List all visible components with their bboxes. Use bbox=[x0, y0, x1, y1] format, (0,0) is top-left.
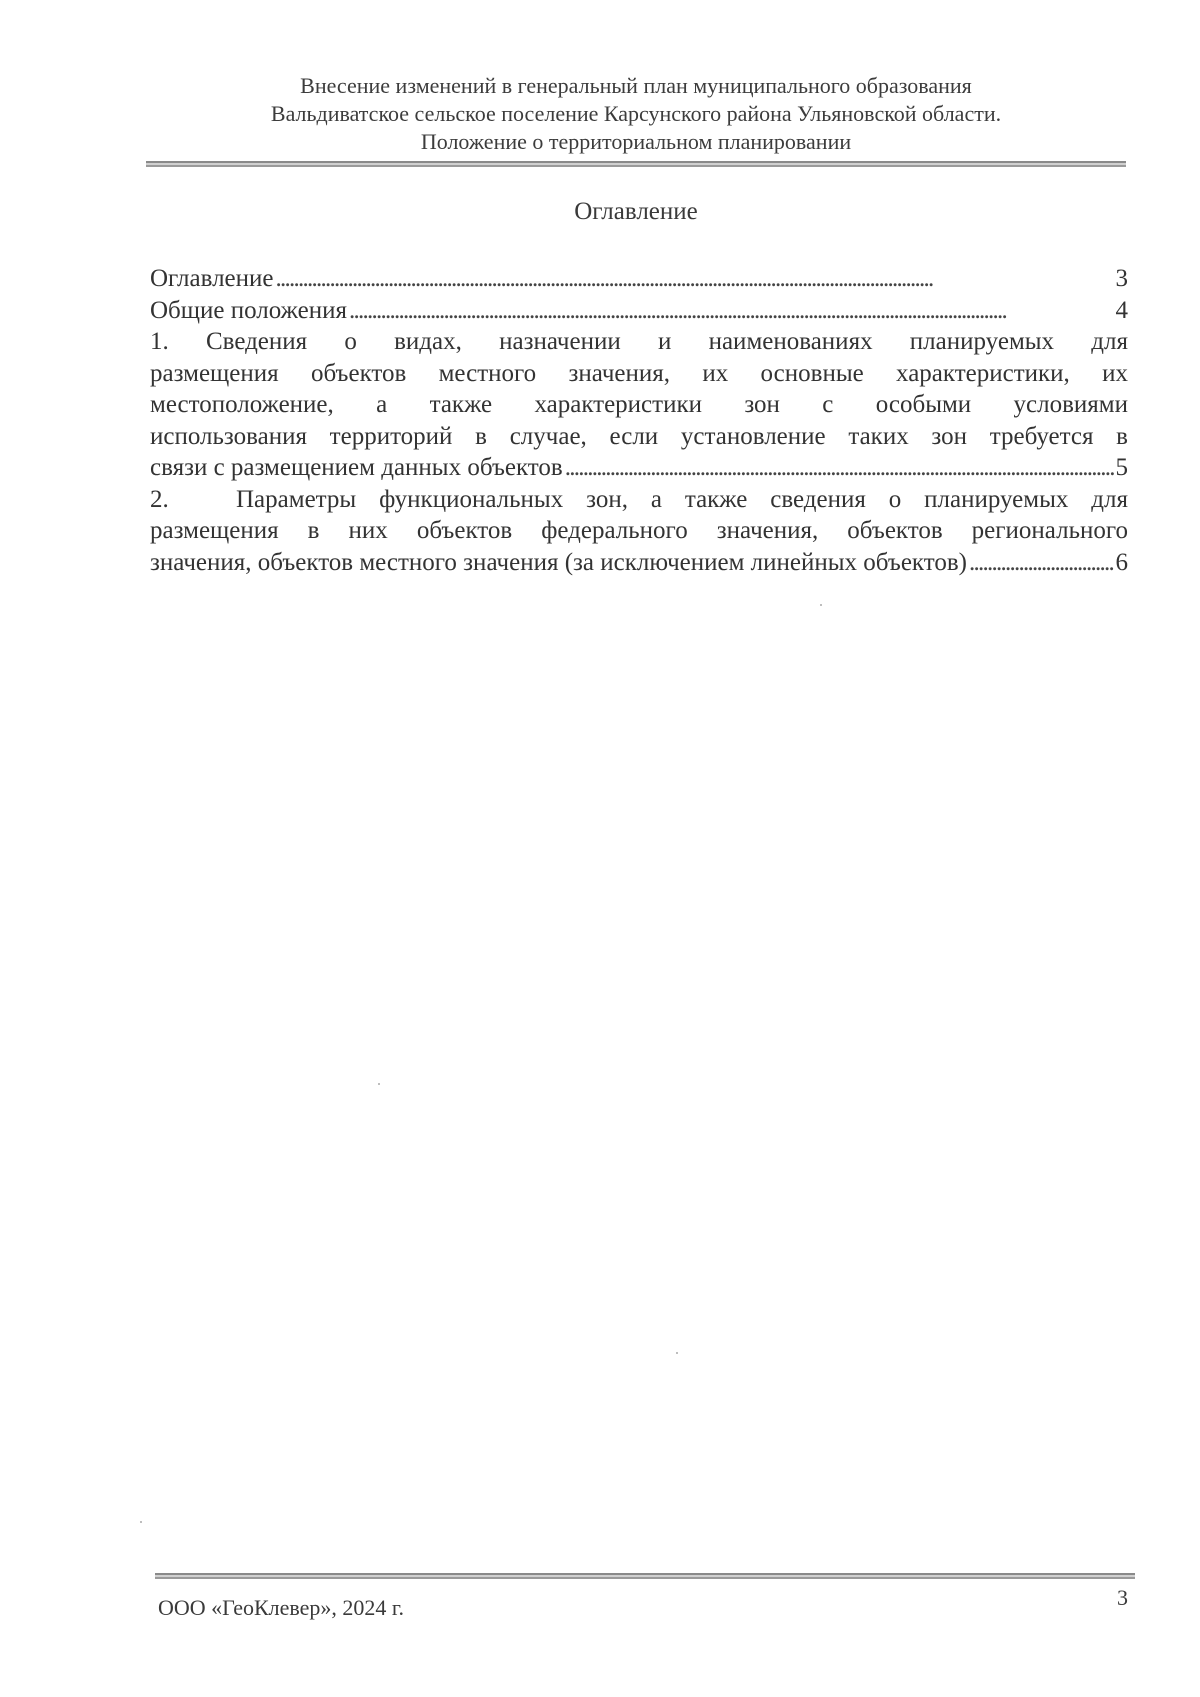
toc-entry-number: 2. bbox=[150, 485, 169, 513]
footer-page-number: 3 bbox=[1117, 1585, 1128, 1610]
footer-company: ООО «ГеоКлевер», 2024 г. bbox=[158, 1595, 404, 1620]
header-divider bbox=[146, 161, 1126, 167]
toc-entry-text-line: размещения в них объектов федерального значения, объектов регионального bbox=[150, 517, 1128, 544]
toc-entry-section-2[interactable] bbox=[150, 484, 1128, 579]
toc-leader-dots bbox=[969, 547, 1114, 579]
toc-entry-text-line: значения, объектов местного значения (за исключением линейных объектов) bbox=[150, 548, 967, 576]
scan-speck bbox=[140, 1521, 142, 1523]
toc-entry-text-line: использования территорий в случае, если установление таких зон требуется в bbox=[150, 422, 1128, 450]
toc-entry-contents[interactable] bbox=[150, 263, 1128, 295]
toc-entry-text-line: 2. Параметры функциональных зон, а также сведения о планируемых для bbox=[150, 484, 1128, 516]
toc-title: Оглавление bbox=[574, 198, 698, 225]
header-line-2: Вальдиватское сельское поселение Карсунского района Ульяновской области. bbox=[270, 101, 1002, 126]
toc-entry-text-line: 1. Сведения о видах, назначении и наименованиях планируемых для bbox=[150, 326, 1128, 358]
toc-entry-label: Оглавление bbox=[150, 265, 274, 292]
toc-entry-text-line: связи с размещением данных объектов bbox=[150, 454, 563, 481]
toc-entry-general-provisions[interactable] bbox=[150, 295, 1128, 327]
scan-speck bbox=[820, 604, 822, 606]
table-of-contents bbox=[150, 263, 1128, 578]
toc-entry-page: 6 bbox=[1115, 548, 1128, 576]
toc-entry-number: 1. bbox=[150, 328, 169, 355]
toc-entry-page: 3 bbox=[1115, 265, 1128, 292]
running-header bbox=[146, 72, 1126, 156]
toc-leader-dots bbox=[349, 295, 1114, 327]
toc-leader-dots bbox=[565, 452, 1114, 484]
toc-entry-page: 4 bbox=[1115, 296, 1128, 324]
toc-entry-text-line: размещения объектов местного значения, их основные характеристики, их bbox=[150, 359, 1128, 387]
scan-speck bbox=[378, 1083, 380, 1085]
toc-entry-text-line: местоположение, а также характеристики зон с особыми условиями bbox=[150, 391, 1128, 418]
toc-entry-section-1[interactable] bbox=[150, 326, 1128, 484]
toc-entry-page: 5 bbox=[1115, 454, 1128, 481]
toc-entry-label: Общие положения bbox=[150, 296, 347, 324]
header-line-1: Внесение изменений в генеральный план муниципального образования bbox=[300, 73, 972, 98]
header-line-3: Положение о территориальном планировании bbox=[420, 129, 852, 154]
footer-divider bbox=[155, 1573, 1135, 1579]
scan-speck bbox=[676, 1352, 678, 1354]
toc-leader-dots bbox=[276, 263, 1114, 295]
